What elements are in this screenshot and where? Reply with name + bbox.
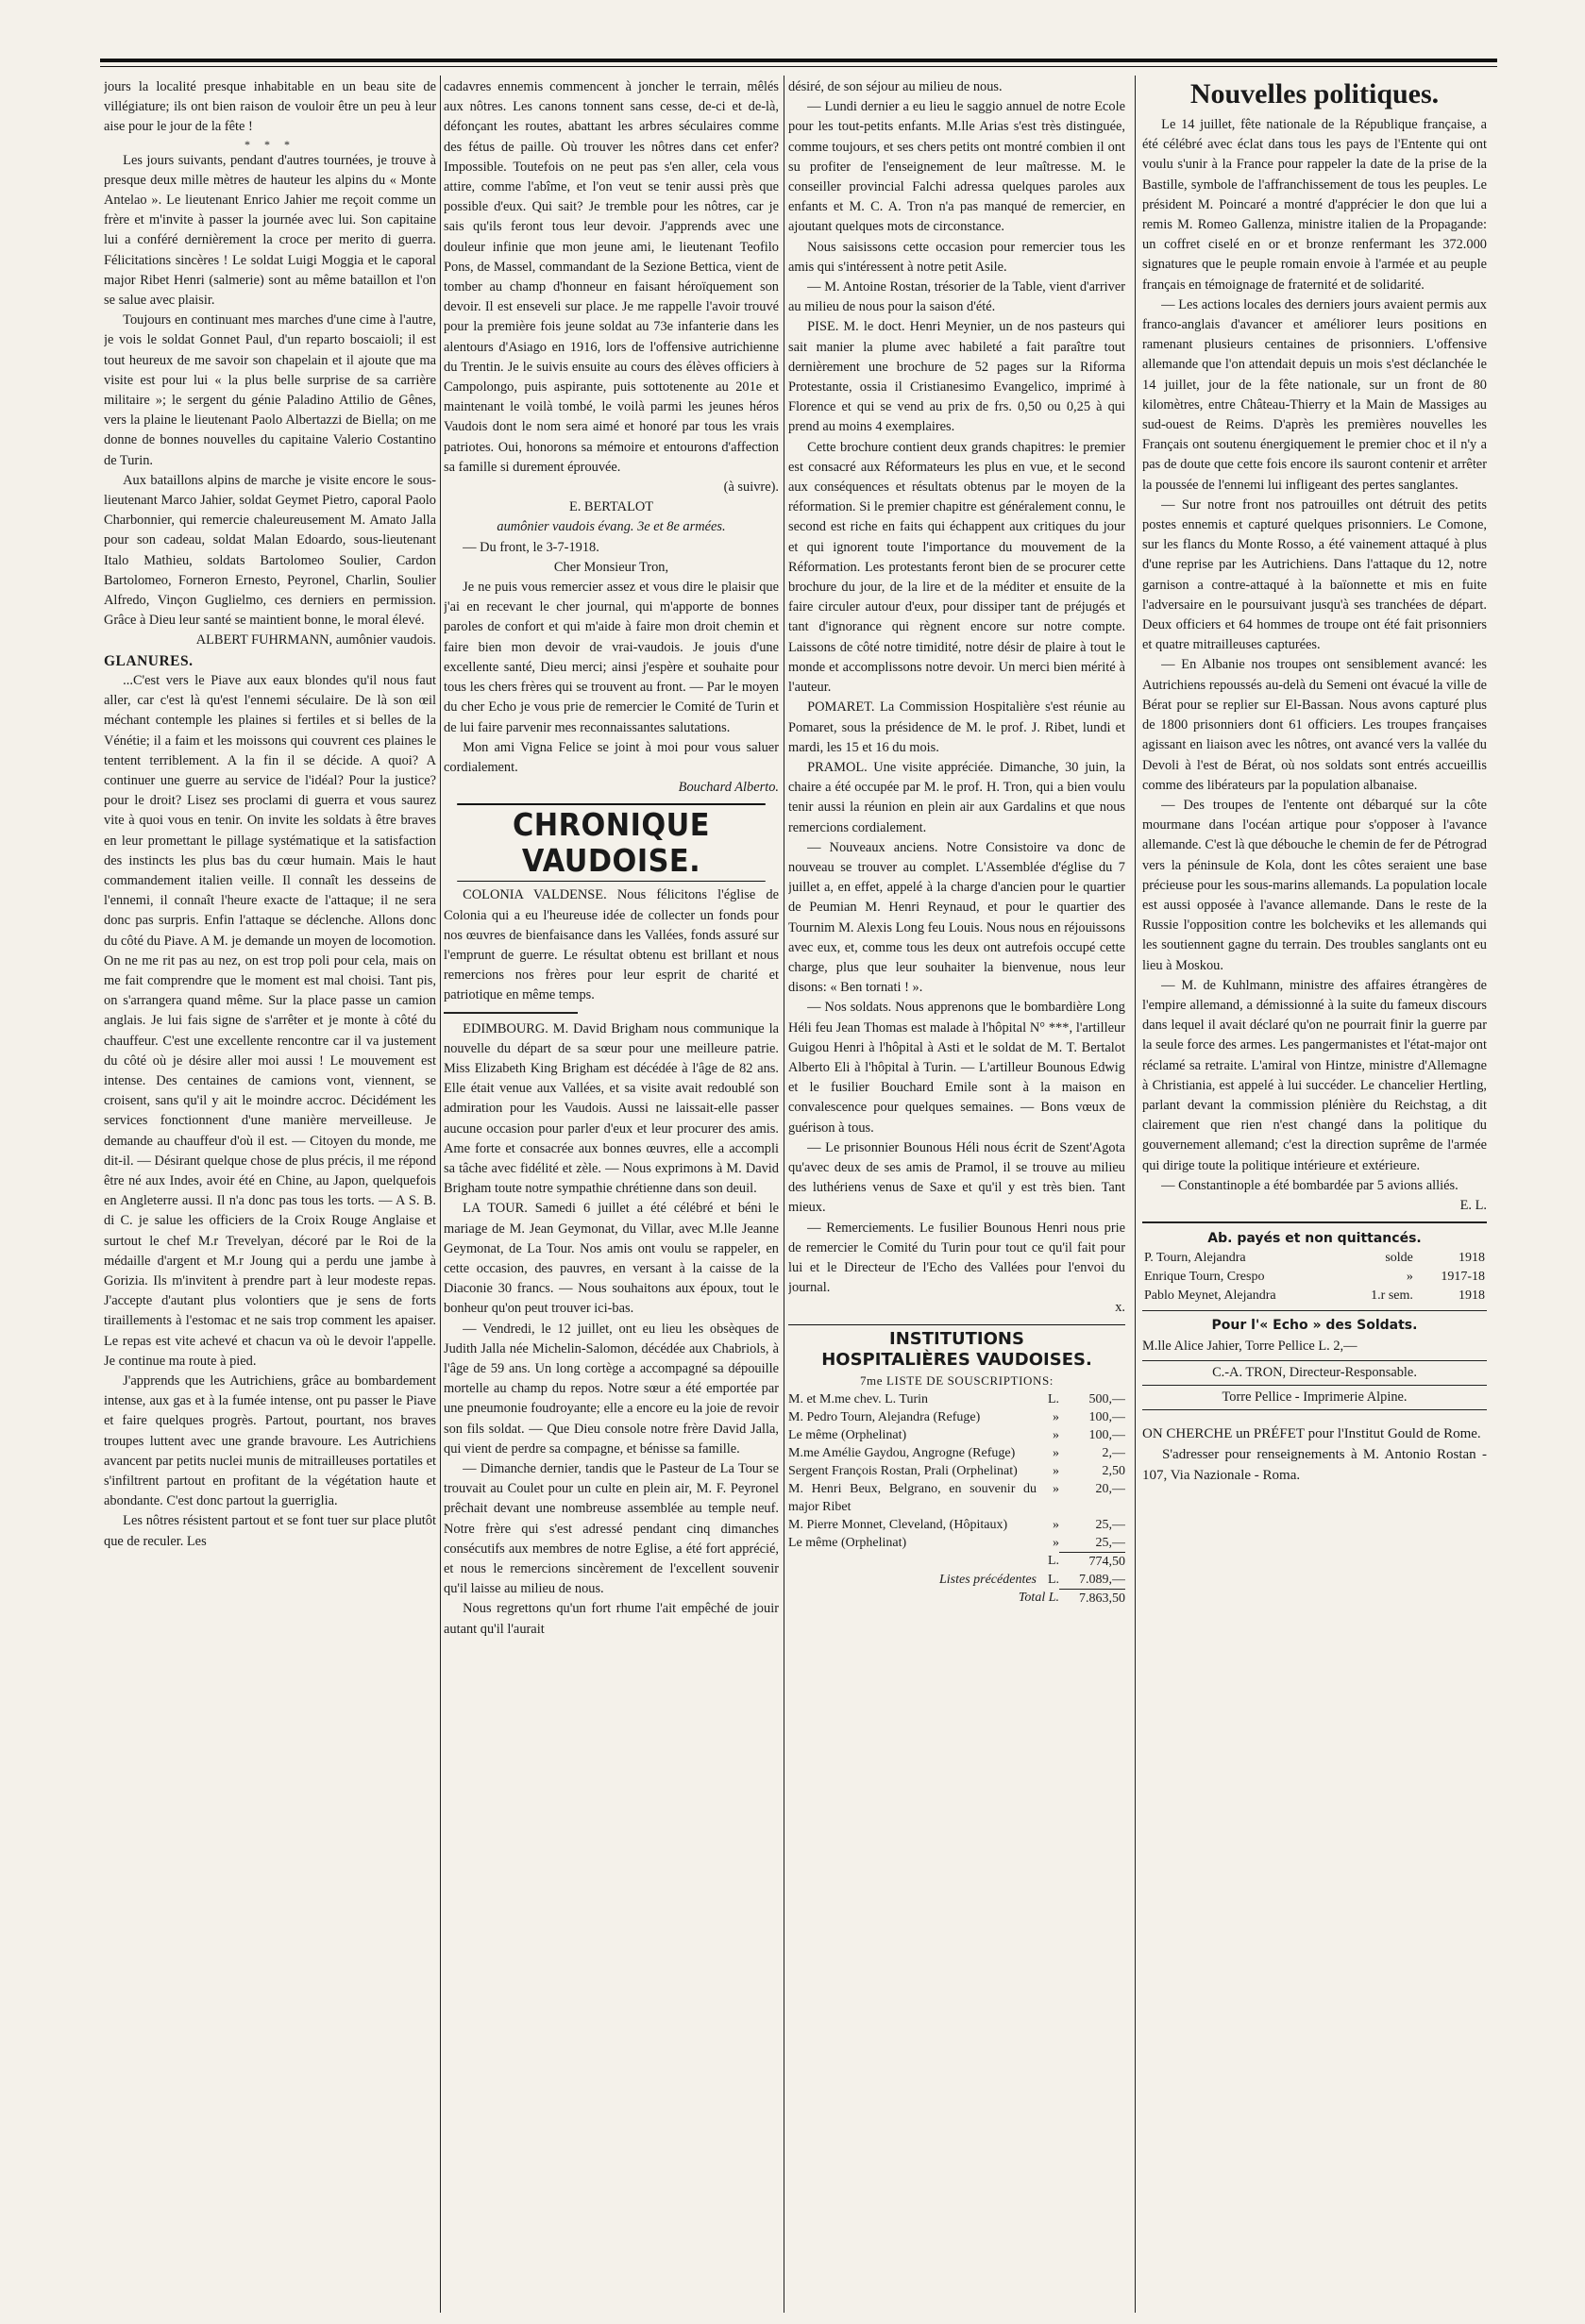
paragraph: — Du front, le 3-7-1918. bbox=[463, 539, 599, 555]
paragraph: — M. de Kuhlmann, ministre des affaires étrangères de l'empire allemand, a démissionné à la suite du fameux discours dans lequel il avait déclaré qu'on ne pourrait finir la guerre par la seule force des armes. Les pangermanistes et l'état-major ont réclamé sa retraite. L'amiral von Hintze, ministre d'Allemagne à Christiania, est appelé à lui succéder. Le chancelier Hertling, parlant devant la commission plénière du Reichstag, a dit clairement que rien n'est changé dans la politique du gouvernement allemand; c'est la direction suprême de l'armée qui dirige toute la politique intérieure et extérieure. bbox=[1142, 977, 1487, 1173]
letter-salutation: Cher Monsieur Tron, bbox=[553, 559, 669, 575]
subscription-row bbox=[788, 1426, 1125, 1444]
paid-subscriptions-table bbox=[1142, 1249, 1487, 1305]
paid-row bbox=[1142, 1249, 1487, 1268]
paragraph: Cette brochure contient deux grands chapitres: le premier est consacré aux Réformateurs les plus en vue, et le second aux conséquences et résultats obtenus par le moyen de la réformation. Si le premier chapitre est généralement connu, le second est riche en faits qui échappent aux critiques du jour et qui ignorent toute l'importance du mouvement de la Réformation. Les protestants feront bien de se procurer cette brochure du jour, de la lire et de la méditer et ensuite de la faire circuler autour d'eux, pour dissiper tant de préjugés et tant d'ignorance qui règnent encore sur notre compte. Laissons de côté notre timidité, notre désir de plaire à tout le monde et accomplissons notre devoir. Un merci bien mérité à l'auteur. bbox=[788, 439, 1125, 696]
subscriber-name: Le même (Orphelinat) bbox=[788, 1535, 907, 1550]
institutions-heading-2: HOSPITALIÈRES VAUDOISES. bbox=[821, 1349, 1092, 1370]
paragraph: Le 14 juillet, fête nationale de la République française, a été célébré avec éclat dans tous les pays de l'Entente qui ont voulu s'unir à la France pour rappeler la date de la prise de la Bastille, symbole de l'affranchissement de tous les peuples. Le président M. Poincaré a montré d'apprécier le don que lui a remis M. Romeo Gallenza, ministre italien de la Propagande: un coffret ciselé en or et bronze renfermant les 372.000 signatures que le peuple romain envoie à l'armée et au peuple français en témoignage de fraternité et de solidarité. bbox=[1142, 117, 1487, 293]
currency: L. bbox=[1047, 1572, 1059, 1587]
previous-row bbox=[788, 1571, 1125, 1590]
currency: L. bbox=[1047, 1391, 1059, 1406]
paid-subscriptions-heading: Ab. payés et non quittancés. bbox=[1207, 1231, 1422, 1247]
paragraph: Les jours suivants, pendant d'autres tournées, je trouve à presque deux mille mètres de hauteur les alpins du « Monte Antelao ». Le lieutenant Enrico Jahier me reçoit comme un frère et m'invite à passer la journée avec lui. Son capitaine lui a conféré dernièrement la croce per merito di guerra. Félicitations sincères ! Le soldat Luigi Moggia et le caporal major Ribet Henri (salmerie) sont au même bataillon et l'on se salue avec plaisir. bbox=[104, 152, 436, 309]
subscriber-name: Sergent François Rostan, Prali (Orphelinat) bbox=[788, 1463, 1018, 1478]
paragraph: — Nos soldats. Nous apprenons que le bombardière Long Héli feu Jean Thomas est malade à l'hôpital N° ***, l'artilleur Guigou Henri à l'hôpital à Asti et le soldat de M. T. Bertalot Alberto Eli à l'hôpital à Turin. — L'artilleur Bounous Edwig et le fusilier Bouchard Emile sont à la maison en convalescence pour quelques semaines. — Bons vœux de guérison à tous. bbox=[788, 1000, 1125, 1136]
subscription-row bbox=[788, 1462, 1125, 1480]
amount: 25,— bbox=[1095, 1517, 1125, 1532]
ad-headline: ON CHERCHE un PRÉFET pour l'Institut Gould de Rome. bbox=[1142, 1426, 1481, 1442]
amount: 2,— bbox=[1102, 1445, 1125, 1460]
column-rule bbox=[440, 76, 441, 2313]
top-rule-thin bbox=[100, 66, 1497, 67]
paragraph: cadavres ennemis commencent à joncher le terrain, mêlés aux nôtres. Les canons tonnent sans cesse, de-ci et de-là, défonçant les routes, abattant les arbres séculaires comme des fétus de paille. Où trouver les nôtres dans cet enfer? Impossible. Toutefois on ne peut pas s'en aller, cela vous attire, comme l'abîme, et l'on veut se tenir aussi près que possible d'eux. Qui sait? Je tremble pour les nôtres, car je sais qu'ils feront tous leur devoir. J'apprends avec une douleur infinie que mon jeune ami, le lieutenant Teofilo Pons, de Massel, commandant de la Sezione Bettica, vient de tomber au champ d'honneur en faisant héroïquement son devoir. Il est enseveli sur place. Je me rappelle l'avoir trouvé pour la première fois jeune soldat au 73e infanterie dans les alentours d'Asiago en 1916, lors de l'offensive autrichienne du Trentin. Je le suivis ensuite au cours des élèves officiers à Campolongo, puis aspirante, puis sottotenente au 201e et maintenant le voilà tombé, le voilà parmi les jeunes héros Vaudois dont le nom sera aimé et honoré par tous les vrais patriotes. Oui, honorons sa mémoire et entourons d'affection sa famille si durement éprouvée. bbox=[444, 79, 779, 475]
subscriptions-table bbox=[788, 1390, 1125, 1552]
chronique-vaudoise-heading: CHRONIQUE VAUDOISE. bbox=[457, 803, 766, 882]
divider bbox=[1142, 1310, 1487, 1311]
director-line: C.-A. TRON, Directeur-Responsable. bbox=[1142, 1360, 1487, 1386]
subscription-row bbox=[788, 1408, 1125, 1426]
total-row bbox=[788, 1589, 1125, 1608]
paragraph: PISE. M. le doct. Henri Meynier, un de nos pasteurs qui sait manier la plume avec habileté a fait paraître tout dernièrement une brochure de 52 pages sur la Riforma Protestante, ossia il Cristianesimo Evangelico, imprimé à Florence et qui se vend au prix de frs. 0,50 ou 0,25 à qui prend au moins 4 exemplaires. bbox=[788, 319, 1125, 435]
currency: L. bbox=[1047, 1554, 1059, 1569]
paragraph: Je ne puis vous remercier assez et vous dire le plaisir que j'ai en recevant le cher journal, qui m'apporte de bonnes paroles de confort et qui m'aide à faire mon droit chemin et faire bien mon devoir de vrai-vaudois. Je jouis d'une excellente santé, Dieu merci; ainsi j'espère et souhaite pour tous les chers frères qui se trouvent au front. — Par le moyen du cher Echo je vous prie de remercier le Comité de Turin et de lui faire parvenir mes reconnaissantes salutations. bbox=[444, 580, 779, 735]
paragraph: COLONIA VALDENSE. Nous félicitons l'église de Colonia qui a eu l'heureuse idée de collecter un fonds pour nos œuvres de bienfaisance dans les Vallées, fonds assuré sur l'emprunt de guerre. Le résultat obtenu est brillant et nous remercions nos frères pour leur esprit de charité et patriotique en même temps. bbox=[444, 887, 779, 1003]
year: 1917-18 bbox=[1441, 1270, 1485, 1285]
paragraph: — Sur notre front nos patrouilles ont détruit des petits postes ennemis et capturé quelques prisonniers. Le Comone, sur les flancs du Monte Rosso, a été vainement attaqué à plus d'une reprise par les Autrichiens. Dans l'attaque du 12, notre garnison a contre-attaqué à la baïonnette et mis en fuite l'adversaire en le poursuivant jusqu'à ses tranchées de départ. Deux officiers et 64 hommes de troupe ont été fait prisonniers et quatre mitrailleuses capturées. bbox=[1142, 497, 1487, 653]
period: » bbox=[1406, 1270, 1413, 1285]
total-label: Total L. bbox=[1018, 1591, 1059, 1606]
paragraph: Toujours en continuant mes marches d'une cime à l'autre, je vois le soldat Gonnet Paul, d'un reparto boscaioli; il est tout heureux de me savoir son chapelain et il ajoute que ma visite est pour lui « la plus belle surprise de sa carrière militaire »; le sergent du génie Paladino Attilio de Gênes, vers la plaine le lieutenant Paolo Albertazzi de Biella; on me donne de bonnes nouvelles du capitaine Valerio Costantino de Turin. bbox=[104, 312, 436, 468]
subscriber-name: M. Pierre Monnet, Cleveland, (Hôpitaux) bbox=[788, 1517, 1008, 1532]
amount: 2,50 bbox=[1102, 1463, 1125, 1478]
amount: 100,— bbox=[1088, 1427, 1125, 1442]
subscriber-name: M. Henri Beux, Belgrano, en souvenir du major Ribet bbox=[788, 1481, 1037, 1514]
currency: » bbox=[1053, 1535, 1059, 1550]
subtotal-amount: 774,50 bbox=[1059, 1552, 1125, 1571]
nouvelles-politiques-heading: Nouvelles politiques. bbox=[1189, 78, 1440, 109]
signature: x. bbox=[1115, 1300, 1125, 1316]
period: solde bbox=[1385, 1251, 1413, 1266]
column-1 bbox=[104, 77, 436, 2315]
paragraph: EDIMBOURG. M. David Brigham nous communique la nouvelle du départ de sa sœur pour une meilleure patrie. Miss Elizabeth King Brigham est décédée à l'âge de 82 ans. Elle était venue aux Vallées, et sa visite avait redoublé son admiration pour les Vaudois. Aussi ne laissait-elle passer aucune occasion pour parler d'eux et leur procurer des amis. Ame forte et consacrée aux bonnes œuvres, elle a accompli sa tâche avec fidélité et zèle. — Nous exprimons à M. David Brigham toute notre sympathie chrétienne dans son deuil. bbox=[444, 1020, 779, 1197]
paragraph: POMARET. La Commission Hospitalière s'est réunie au Pomaret, sous la présidence de M. le prof. J. Ribet, lundi et mardi, les 15 et 16 du mois. bbox=[788, 699, 1125, 755]
subscriber-name: M.me Amélie Gaydou, Angrogne (Refuge) bbox=[788, 1445, 1016, 1460]
signature-name: E. BERTALOT bbox=[568, 499, 654, 515]
paragraph: — Les actions locales des derniers jours avaient permis aux franco-anglais d'avancer et améliorer leurs positions en ramenant plusieurs centaines de prisonniers. L'offensive allemande que l'on attendait depuis un mois s'est déclanchée le 14 juillet, jour de la fête nationale, sur un front de 80 kilomètres, entre Château-Thierry et la Main de Massiges au sud-ouest de Reims. D'après les premières nouvelles les Français ont soutenu énergiquement le premier choc et il n'y a pas de doute que cette fois encore ils sauront contenir et arrêter la poussée de l'ennemi lui infligeant des pertes sanglantes. bbox=[1142, 296, 1487, 493]
top-rule bbox=[100, 59, 1497, 62]
signature-title: aumônier vaudois évang. 3e et 8e armées. bbox=[497, 519, 726, 535]
currency: » bbox=[1053, 1463, 1059, 1478]
column-3 bbox=[788, 77, 1125, 2315]
to-be-continued: (à suivre). bbox=[723, 480, 779, 496]
subscriber-name: M. et M.me chev. L. Turin bbox=[788, 1391, 929, 1406]
ad-body: S'adresser pour renseignements à M. Antonio Rostan - 107, Via Nazionale - Roma. bbox=[1142, 1447, 1487, 1484]
advertisement bbox=[1142, 1423, 1487, 1486]
paid-row bbox=[1142, 1268, 1487, 1287]
column-4 bbox=[1142, 77, 1487, 2315]
subscription-row bbox=[788, 1534, 1125, 1552]
subscription-row bbox=[788, 1444, 1125, 1462]
section-stars: * * * bbox=[244, 137, 295, 151]
subtotal-row bbox=[788, 1552, 1125, 1571]
amount: 25,— bbox=[1095, 1535, 1125, 1550]
paragraph: — Constantinople a été bombardée par 5 avions alliés. bbox=[1161, 1177, 1459, 1193]
period: 1.r sem. bbox=[1371, 1288, 1413, 1304]
subscriber-name: Pablo Meynet, Alejandra bbox=[1144, 1288, 1276, 1304]
subscriber-name: M. Pedro Tourn, Alejandra (Refuge) bbox=[788, 1409, 981, 1424]
signature: ALBERT FUHRMANN, aumônier vaudois. bbox=[195, 632, 436, 648]
paragraph: Nous regrettons qu'un fort rhume l'ait empêché de jouir autant qu'il l'aurait bbox=[444, 1601, 779, 1637]
echo-soldats-entry: M.lle Alice Jahier, Torre Pellice L. 2,— bbox=[1142, 1338, 1357, 1354]
currency: » bbox=[1053, 1427, 1059, 1442]
year: 1918 bbox=[1459, 1288, 1485, 1304]
paragraph: désiré, de son séjour au milieu de nous. bbox=[788, 79, 1003, 94]
amount: 20,— bbox=[1095, 1481, 1125, 1496]
amount: 100,— bbox=[1088, 1409, 1125, 1424]
paragraph: Nous saisissons cette occasion pour remercier tous les amis qui s'intéressent à notre petit Asile. bbox=[788, 239, 1125, 275]
paragraph: — Des troupes de l'entente ont débarqué sur la côte mourmane dans l'océan artique pour s'opposer à l'avance allemande. C'est là que débouche le chemin de fer de Pétrograd vers la péninsule de Kola, dont les côtes seraient une base précieuse pour les sous-marins allemands. La population locale est aussi opposée à l'avance allemande. Dans le reste de la Russie l'opposition contre les bolcheviks et les allemands qui les soutiennent gagne du terrain. Des troubles sanglants ont eu lieu à Moskou. bbox=[1142, 797, 1487, 973]
amount: 500,— bbox=[1088, 1391, 1125, 1406]
column-2 bbox=[444, 77, 779, 2315]
divider bbox=[1142, 1221, 1487, 1223]
printer-line: Torre Pellice - Imprimerie Alpine. bbox=[1142, 1386, 1487, 1410]
paragraph: J'apprends que les Autrichiens, grâce au bombardement intense, aux gas et à la fumée intense, ont pu passer le Piave et faire quelques progrès. Partout, pourtant, nos braves troupes luttent avec une grande bravoure. Les Autrichiens avancent par petits nuclei munis de mitrailleuses portatiles et s'infiltrent partout en profitant de la végétation haute et abondante. C'est donc partout la guerriglia. bbox=[104, 1373, 436, 1509]
paragraph: — Vendredi, le 12 juillet, ont eu lieu les obsèques de Judith Jalla née Michelin-Salomon, décédée aux Chabriols, à l'âge de 59 ans. Un long cortège a accompagné sa dépouille mortelle au champ du repos. Notre sœur a été emportée par une pneumonie foudroyante; elle a encore eu la joie de revoir son fils soldat. — Que Dieu console notre frère David Jalla, qui vient de perdre sa compagne, et bénisse sa famille. bbox=[444, 1321, 779, 1457]
signature: Bouchard Alberto. bbox=[678, 780, 779, 796]
currency: » bbox=[1053, 1445, 1059, 1460]
currency: » bbox=[1053, 1517, 1059, 1532]
subscription-row bbox=[788, 1390, 1125, 1408]
year: 1918 bbox=[1459, 1251, 1485, 1266]
paragraph: ...C'est vers le Piave aux eaux blondes qu'il nous faut aller, car c'est là qu'est l'ennemi séculaire. De là son œil méchant contemple les plaines si fertiles et si belles de la Vénétie; il a faim et les moissons qui couvrent ces plaines le tentent terriblement. A la fin il se décide. A quoi? A continuer une guerre au service de l'idéal? Pour la justice? pour le droit? Lisez ses proclami di guerra et vous saurez vite à quoi vous en tenir. On invite les soldats à être braves en leur promettant le pillage systématique et la satisfaction des instincts les plus bas du cœur humain. Mais le haut commandement italien veille. Il connaît les desseins de l'ennemi, il connaît l'heure exacte de l'attaque; il ne sera donc pas surpris. Enfin l'attaque se déclenche. Allons donc du côté du Piave. A M. je demande un moyen de locomotion. On ne me rit pas au nez, on est trop poli pour cela, mais on me fait comprendre que le moment est mal choisi. Tant pis, on s'arrangera quand même. Sur la place passe un camion anglais. Je lui fais signe de s'arrêter et je monte à côté du chauffeur. C'est une excellente rencontre car il va justement du côté où je désire aller moi aussi ! Le mouvement est intense. Des centaines de camions vont, viennent, se croisent, sans qu'il y ait le moindre accroc. Décidément les services fonctionnent d'une manière merveilleuse. Je demande au chauffeur d'où il est. — Citoyen du monde, me dit-il. — Désirant quelque chose de plus précis, il me répond être né aux Indes, avoir été en Chine, au Japon, quelquefois en Angleterre aussi. Il n'a donc pas tous les torts. — A S. B. di C. je salue les officiers de la Croix Rouge Anglaise et surtout le chef M.r Trevelyan, décoré par le Roi de la médaille d'argent et M.r Joung qui a perdu une jambe à Gorizia. Ils m'invitent à prendre part à leur modeste repas. J'accepte d'autant plus volontiers que je sens de forts tiraillements à l'estomac et ne sais trop comment les apaiser. Le repas est vite achevé et chacun va où le devoir l'appelle. Je continue ma route à pied. bbox=[104, 672, 436, 1369]
paragraph: LA TOUR. Samedi 6 juillet a été célébré et béni le mariage de M. Jean Geymonat, du Villar, avec M.lle Jeanne Geymonat, de La Tour. Nos amis ont voulu se rappeler, en cette occasion, des pauvres, en versant à la caisse de la Diaconie 30 francs. — Nous souhaitons aux époux, tout le bonheur qu'on peut trouver ici-bas. bbox=[444, 1201, 779, 1317]
paid-row bbox=[1142, 1287, 1487, 1305]
paragraph: — Le prisonnier Bounous Héli nous écrit de Szent'Agota qu'avec deux de ses amis de Pramol, il se trouve au milieu des luthériens venus de Saxe et qu'il y est très bien. Tant mieux. bbox=[788, 1139, 1125, 1216]
echo-soldats-heading: Pour l'« Echo » des Soldats. bbox=[1211, 1318, 1418, 1334]
total-amount: 7.863,50 bbox=[1059, 1589, 1125, 1608]
paragraph: — Remerciements. Le fusilier Bounous Henri nous prie de remercier le Comité du Turin pour tout ce qu'il fait pour lui et le Directeur de l'Echo des Vallées pour l'envoi du journal. bbox=[788, 1220, 1125, 1296]
paragraph: — Nouveaux anciens. Notre Consistoire va donc de nouveau se trouver au complet. L'Assemblée d'église du 7 juillet a, en effet, appelé à la charge d'ancien pour le quartier de Peumian M. Henri Reynaud, et pour le quartier des Tournim M. Alexis Long feu Louis. Nous nous en réjouissons avec eux, et, comme tous les deux ont autrefois occupé cette charge, plus que leur souhaiter la bienvenue, nous leur disons: « Ben tornati ! ». bbox=[788, 839, 1125, 996]
signature: E. L. bbox=[1459, 1197, 1487, 1213]
currency: » bbox=[1053, 1409, 1059, 1424]
paragraph: jours la localité presque inhabitable en un beau site de villégiature; ils ont bien raison de vouloir être un peu à leur aise pour le jour de la fête ! bbox=[104, 79, 436, 135]
paragraph: Aux bataillons alpins de marche je visite encore le sous-lieutenant Marco Jahier, soldat Geymet Pietro, caporal Paolo Charbonnier, qui remercie chaleureusement M. Amato Jalla pour son cadeau, soldat Malan Edoardo, sous-lieutenant Italo Mathieu, soldats Bartolomeo Soulier, Cardon Bartolomeo, Forneron Ernesto, Peyronel, Charlin, Soulier Alfredo, Vinçon Guglielmo, ces derniers en permission. Grâce à Dieu leur santé se maintient bonne, le moral élevé. bbox=[104, 472, 436, 629]
paragraph: — En Albanie nos troupes ont sensiblement avancé: les Autrichiens repoussés au-delà du Semeni ont évacué la ville de Bérat pour se replier sur El-Bassan. Nous avons capturé plus de 1800 prisonniers dont 61 officiers. Les troupes françaises agissant en liaison avec les nôtres, ont avancé vers la vallée du Devoli à l'est de Bérat, où nos soldats sont entrés accueillis comme des libérateurs par la population albanaise. bbox=[1142, 657, 1487, 793]
column-rule bbox=[1135, 76, 1136, 2313]
subscriber-name: P. Tourn, Alejandra bbox=[1144, 1251, 1246, 1266]
paragraph: Les nôtres résistent partout et se font tuer sur place plutôt que de reculer. Les bbox=[104, 1513, 436, 1549]
subscriber-name: Enrique Tourn, Crespo bbox=[1144, 1270, 1265, 1285]
institutions-heading: INSTITUTIONS bbox=[788, 1324, 1125, 1350]
paragraph: PRAMOL. Une visite appréciée. Dimanche, 30 juin, la chaire a été occupée par M. le prof. H. Tron, qui a bien voulu tenir aussi la réunion en plein air aux Gardalins et que nous remercions cordialement. bbox=[788, 759, 1125, 835]
currency: » bbox=[1053, 1481, 1059, 1496]
subscription-row bbox=[788, 1516, 1125, 1534]
section-title-glanures: GLANURES. bbox=[104, 652, 194, 669]
paragraph: Mon ami Vigna Felice se joint à moi pour vous saluer cordialement. bbox=[444, 739, 779, 775]
subscriptions-totals bbox=[788, 1552, 1125, 1608]
subscriptions-heading: 7me LISTE DE SOUSCRIPTIONS: bbox=[859, 1373, 1054, 1388]
paragraph: — Dimanche dernier, tandis que le Pasteur de La Tour se trouvait au Coulet pour un culte en plein air, M. F. Peyronel prêchait devant une nombreuse assemblée au temple neuf. Notre frère qui s'est adressé pendant cinq dimanches consécutifs aux membres de notre Eglise, a été fort apprécié, et nous le remercions sincèrement de l'excellent souvenir qu'il laisse au milieu de nous. bbox=[444, 1461, 779, 1597]
divider bbox=[444, 1012, 578, 1014]
previous-amount: 7.089,— bbox=[1079, 1572, 1125, 1587]
paragraph: — Lundi dernier a eu lieu le saggio annuel de notre Ecole pour les tout-petits enfants. M.lle Arias s'est très distinguée, comme toujours, et ses chers petits ont montré combien il ont su profiter de l'enseignement de leur maîtresse. M. le conseiller provincial Falchi adressa quelques paroles aux enfants et M. C. A. Tron n'a pas manqué de remercier, en ajoutant quelques mots de circonstance. bbox=[788, 99, 1125, 235]
paragraph: — M. Antoine Rostan, trésorier de la Table, vient d'arriver au milieu de nous pour la saison d'été. bbox=[788, 279, 1125, 315]
previous-label: Listes précédentes bbox=[938, 1572, 1037, 1587]
subscriber-name: Le même (Orphelinat) bbox=[788, 1427, 907, 1442]
subscription-row bbox=[788, 1480, 1125, 1516]
